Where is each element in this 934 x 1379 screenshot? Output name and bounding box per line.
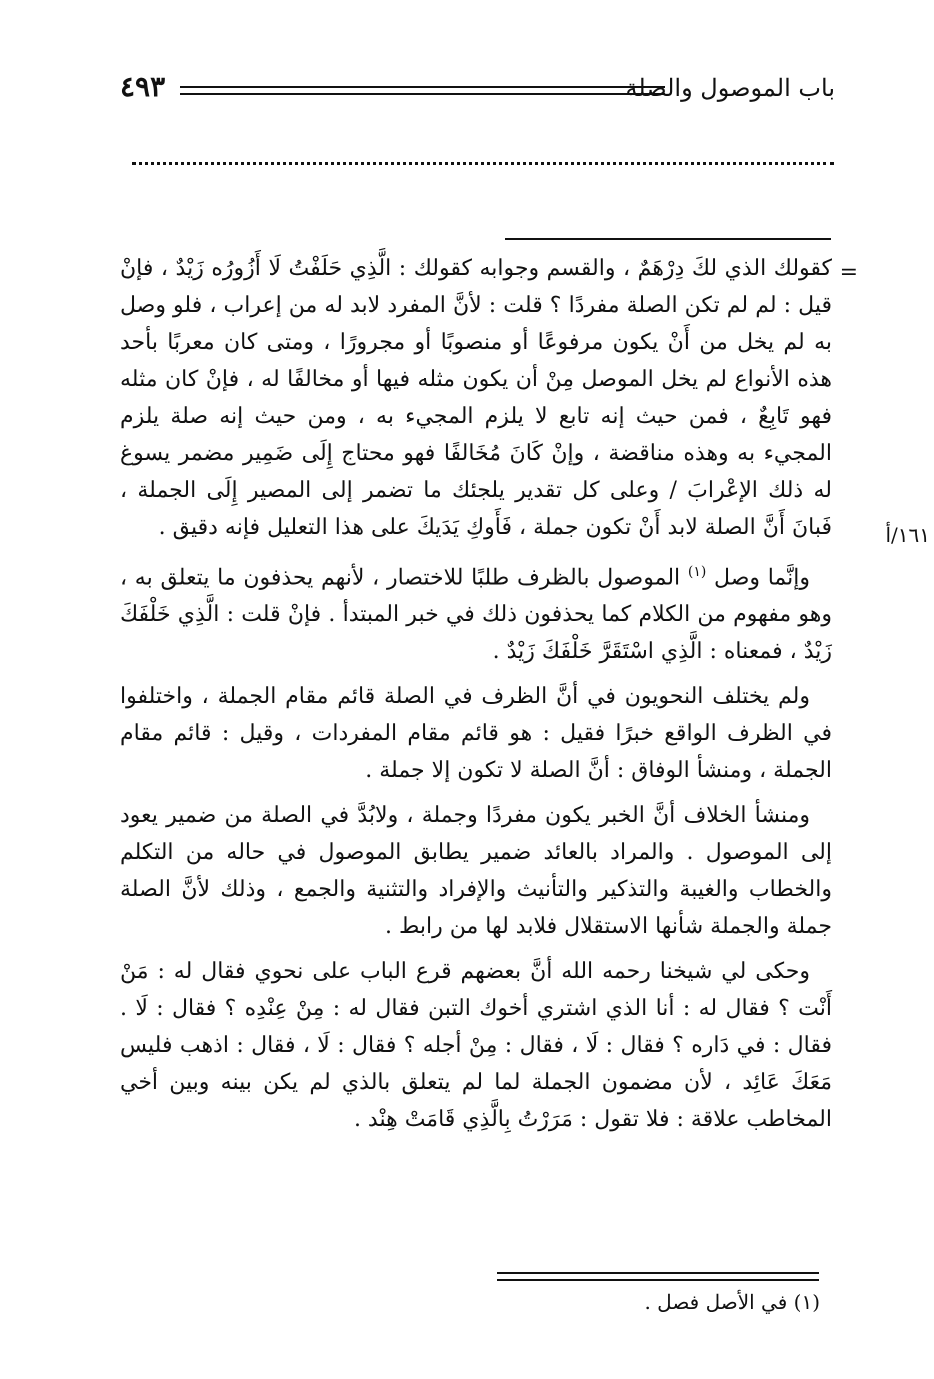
manuscript-folio-ref: ١٦١/أ (885, 523, 930, 547)
paragraph-5: وحكى لي شيخنا رحمه الله أنَّ بعضهم قرع الباب على نحوي فقال له : مَنْ أَنْت ؟ فقال له : أنا الذي اشتري أخوك التبن فقال له : مِنْ عِنْدِه ؟ فقال : لَا . فقال : في دَاره ؟ فقال : لَا ، فقال : مِنْ أجله ؟ فقال : لَا ، فقال : اذهب فليس مَعَكَ عَائِد ، لأن مضمون الجملة لما لم يتعلق بالذي لم يكن بينه وبين أخي المخاطب علاقة : فلا تقول : مَرَرْتُ بِالَّذِي قَامَتْ هِنْد . (120, 959, 832, 1133)
footnote-marker: (١) (687, 564, 707, 580)
page-number: ٤٩٣ (120, 70, 166, 103)
paragraph-3: ولم يختلف النحويون في أنَّ الظرف في الصلة قائم مقام الجملة ، واختلفوا في الظرف الواقع خبرًا فقيل : هو قائم مقام المفردات ، وقيل : قائم مقام الجملة ، ومنشأ الوفاق : أنَّ الصلة لا تكون إلا جملة . (120, 684, 832, 784)
footnote-rule (497, 1272, 819, 1281)
page-header (120, 68, 835, 112)
continuation-mark: = (839, 260, 858, 285)
footnote: (١) في الأصل فصل . (644, 1290, 820, 1314)
dotted-separator (132, 148, 834, 165)
paragraph-2-rest: الموصول بالظرف طلبًا للاختصار ، لأنهم يحذفون ما يتعلق به ، وهو مفهوم من الكلام كما يحذفون ذلك في خبر المبتدأ . فإنْ قلت : الَّذِي خَلْفَكَ زَيْدٌ ، فمعناه : الَّذِي اسْتَقَرَّ خَلْفَكَ زَيْدٌ . (120, 565, 832, 665)
header-rule (180, 86, 665, 95)
paragraph-2 (120, 554, 832, 670)
paragraph-2-start: وإنَّما وصل (714, 565, 811, 591)
continuation-rule (505, 238, 831, 240)
paragraph-4: ومنشأ الخلاف أنَّ الخبر يكون مفردًا وجملة ، ولابُدَّ في الصلة من ضمير يعود إلى الموصول . والمراد بالعائد ضمير يطابق الموصول في حاله من التكلم والخطاب والغيبة والتذكير والتأنيث والإفراد والتثنية والجمع ، وذلك لأنَّ الصلة جملة والجملة شأنها الاستقلال فلابد لها من رابط . (120, 803, 832, 940)
paragraph-1: كقولك الذي لكَ دِرْهَمٌ ، والقسم وجوابه كقولك : الَّذِي حَلَفْتُ لَا أَزُورُه زَيْدٌ ، فإنْ قيل : لم لم تكن الصلة مفردًا ؟ قلت : لأنَّ المفرد لابد له من إعراب ، فلو وصل به لم يخل من أَنْ يكون مرفوعًا أو منصوبًا أو مجرورًا ، ومتى كان معربًا بأحد هذه الأنواع لم يخل الموصل مِنْ أن يكون مثله فيها أو مخالفًا له ، فإنْ كان مثله فهو تَابِعٌ ، فمن حيث إنه تابع لا يلزم المجيء به ، ومن حيث إنه صلة يلزم المجيء به وهذه مناقضة ، وإنْ كَانَ مُخَالفًا فهو محتاج إِلَى ضَمِير مضمر يسوغ له ذلك الإعْرابَ / وعلى كل تقدير يلجئك ما تضمر إلى المصير إِلَى الجملة ، فَبانَ أَنَّ الصلة لابد أَنْ تكون جملة ، فَأَوكِ يَدَيكَ على هذا التعليل فإنه دقيق . (120, 256, 832, 540)
main-text (120, 250, 930, 1146)
running-title: باب الموصول والصلة (625, 74, 835, 102)
